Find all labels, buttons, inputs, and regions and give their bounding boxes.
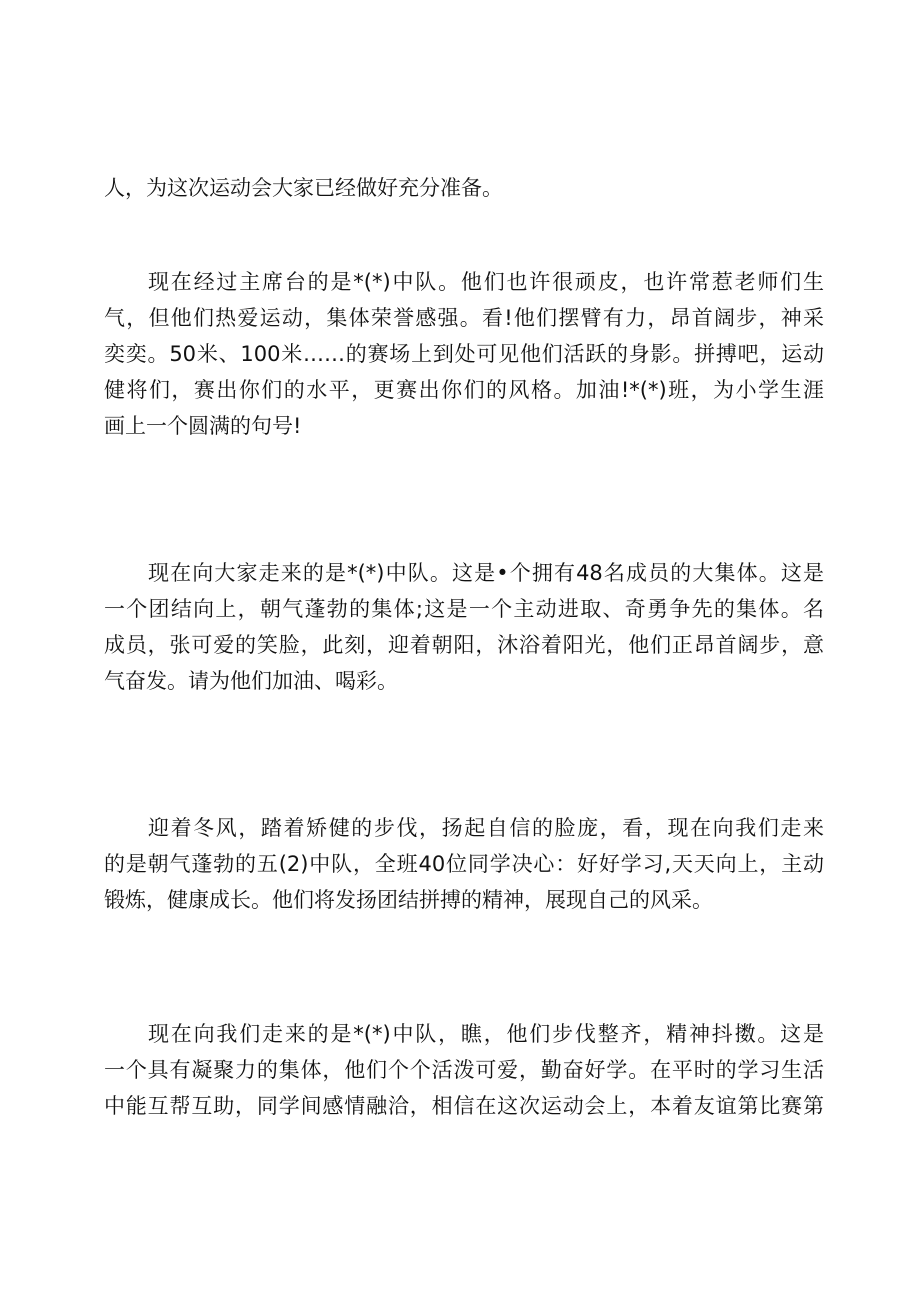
paragraph-line: 迎着冬风，踏着矫健的步伐，扬起自信的脸庞，看，现在向我们走来	[148, 816, 824, 840]
paragraph-line: 气，但他们热爱运动，集体荣誉感强。看!他们摆臂有力，昂首阔步，神采	[104, 306, 824, 330]
paragraph-line: 人，为这次运动会大家已经做好充分准备。	[104, 176, 503, 200]
paragraph-3	[104, 555, 824, 699]
paragraph-line: 奕奕。50米、100米……的赛场上到处可见他们活跃的身影。拼搏吧，运动	[104, 342, 824, 366]
paragraph-line: 一个具有凝聚力的集体，他们个个活泼可爱，勤奋好学。在平时的学习生活	[104, 1058, 824, 1082]
paragraph-line: 健将们，赛出你们的水平，更赛出你们的风格。加油!*(*)班，为小学生涯	[104, 378, 824, 402]
paragraph-line: 现在经过主席台的是*(*)中队。他们也许很顽皮，也许常惹老师们生	[148, 270, 824, 294]
paragraph-4	[104, 810, 824, 918]
paragraph-line: 现在向我们走来的是*(*)中队，瞧，他们步伐整齐，精神抖擞。这是	[148, 1022, 824, 1046]
paragraph-line: 画上一个圆满的句号!	[104, 414, 302, 438]
paragraph-5	[104, 1016, 824, 1124]
paragraph-line: 一个团结向上，朝气蓬勃的集体;这是一个主动进取、奇勇争先的集体。名	[104, 597, 824, 621]
paragraph-line: 成员，张可爱的笑脸，此刻，迎着朝阳，沐浴着阳光，他们正昂首阔步，意	[104, 633, 824, 657]
paragraph-1	[104, 170, 824, 206]
paragraph-line: 气奋发。请为他们加油、喝彩。	[104, 669, 398, 693]
paragraph-line: 的是朝气蓬勃的五(2)中队，全班40位同学决心：好好学习,天天向上，主动	[104, 852, 824, 876]
paragraph-line: 现在向大家走来的是*(*)中队。这是•个拥有48名成员的大集体。这是	[148, 561, 824, 585]
paragraph-2	[104, 264, 824, 444]
paragraph-line: 中能互帮互助，同学间感情融洽，相信在这次运动会上，本着友谊第比赛第	[104, 1094, 824, 1118]
paragraph-line: 锻炼，健康成长。他们将发扬团结拼搏的精神，展现自己的风采。	[104, 888, 713, 912]
